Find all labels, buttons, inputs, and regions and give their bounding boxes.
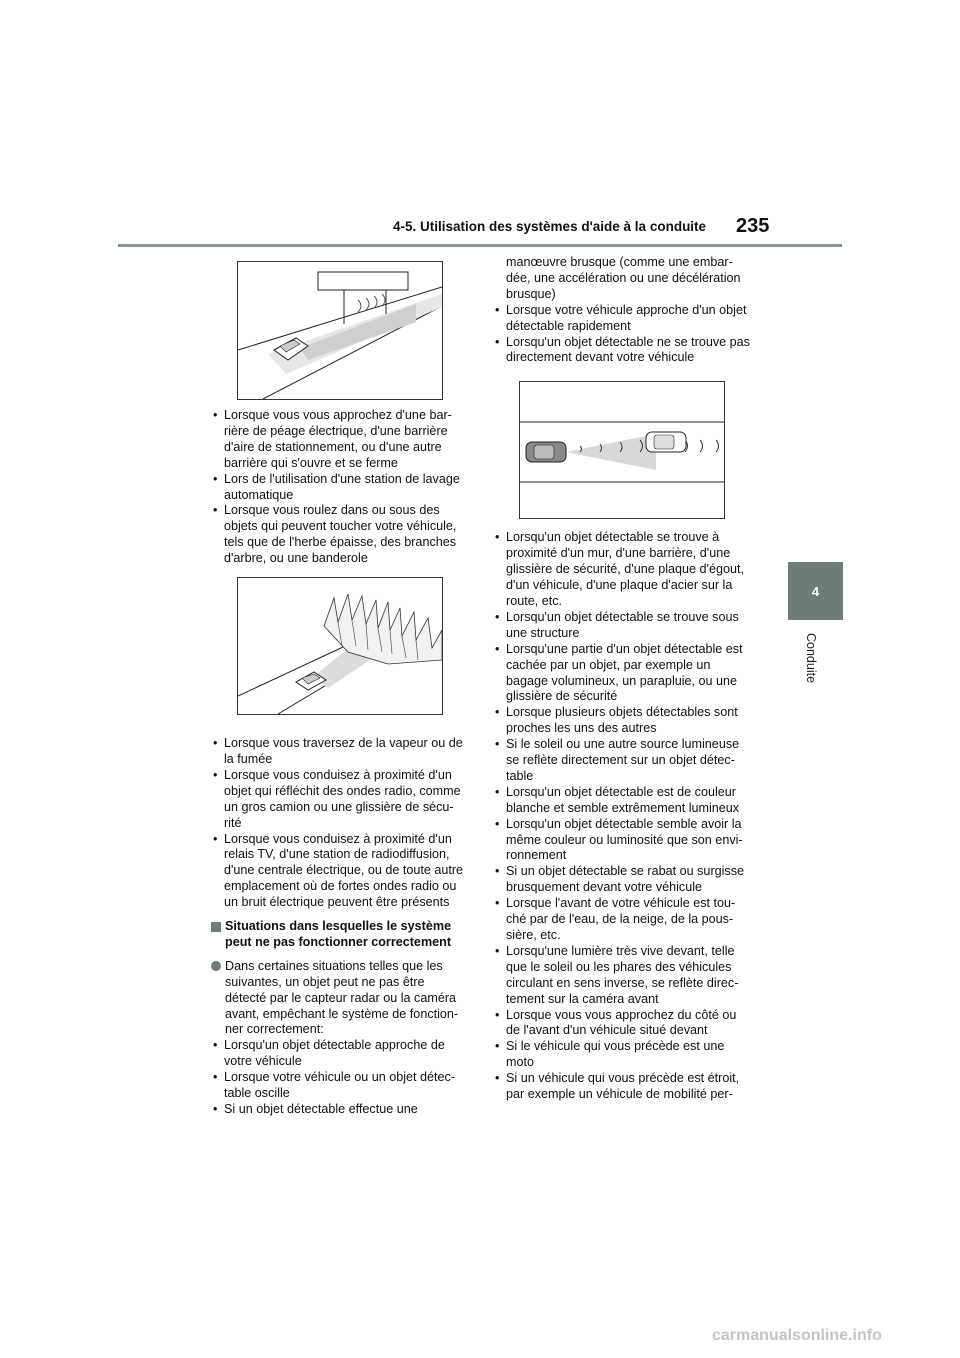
list-bullets-4 bbox=[493, 303, 751, 367]
header-divider bbox=[118, 244, 842, 247]
intro-paragraph: Dans certaines situations telles que les suivantes, un objet peut ne pas être détecté par le capteur radar ou la caméra avant, empêchant le système de fonction-ner correctement: bbox=[211, 959, 469, 1039]
list-item: • Si un objet détectable se rabat ou surgisse brusquement devant votre véhicule bbox=[493, 864, 751, 896]
list-item: • Lorsqu'un objet détectable est de couleur blanche et semble extrêmement lumineux bbox=[493, 785, 751, 817]
square-bullet-icon bbox=[211, 922, 221, 932]
list-item: • Lorsque vous traversez de la vapeur ou de la fumée bbox=[211, 736, 469, 768]
list-bullets-2 bbox=[211, 736, 469, 911]
list-item: • Lorsque vous vous approchez du côté ou de l'avant d'un véhicule situé devant bbox=[493, 1008, 751, 1040]
list-item: • Si un véhicule qui vous précède est étroit, par exemple un véhicule de mobilité per- bbox=[493, 1071, 751, 1103]
circle-bullet-icon bbox=[211, 961, 221, 971]
page-number: 235 bbox=[736, 215, 770, 237]
list-item: • Lorsque vous vous approchez d'une bar-rière de péage électrique, d'une barrière d'aire de stationnement, ou d'une autre barrière qui s'ouvre et se ferme bbox=[211, 408, 469, 472]
chapter-label: Conduite bbox=[804, 633, 818, 684]
list-item: • Lorsqu'une lumière très vive devant, telle que le soleil ou les phares des véhicules circulant en sens inverse, se reflète direc-tement sur la caméra avant bbox=[493, 944, 751, 1008]
list-bullets-3 bbox=[211, 1038, 469, 1118]
list-item: • Lorsque vous conduisez à proximité d'un objet qui réfléchit des ondes radio, comme un gros camion ou une glissière de sécu-rité bbox=[211, 768, 469, 832]
section-title: 4-5. Utilisation des systèmes d'aide à la conduite bbox=[393, 219, 707, 234]
illustration-toll-gate bbox=[237, 261, 443, 400]
list-item: • Lorsque votre véhicule approche d'un objet détectable rapidement bbox=[493, 303, 751, 335]
list-item: • Lorsque vous roulez dans ou sous des objets qui peuvent toucher votre véhicule, tels que de l'herbe épaisse, des branches d'arbre, ou une banderole bbox=[211, 503, 469, 567]
list-item: • Lorsqu'un objet détectable ne se trouve pas directement devant votre véhicule bbox=[493, 335, 751, 367]
list-item: • Lorsqu'un objet détectable se trouve sous une structure bbox=[493, 610, 751, 642]
watermark-link[interactable]: carmanualsonline.info bbox=[712, 1327, 882, 1344]
list-item: • Lorsque plusieurs objets détectables sont proches les uns des autres bbox=[493, 705, 751, 737]
list-bullets-1 bbox=[211, 408, 469, 567]
list-item: • Lorsqu'un objet détectable se trouve à proximité d'un mur, d'une barrière, d'une glissière de sécurité, d'une plaque d'égout, d'un véhicule, d'une plaque d'acier sur la route, etc. bbox=[493, 530, 751, 610]
figure-spacer bbox=[211, 567, 469, 736]
chapter-number: 4 bbox=[811, 583, 820, 599]
list-item: • Lorsqu'un objet détectable semble avoir la même couleur ou luminosité que son envi-ronnement bbox=[493, 817, 751, 865]
list-item: • Si le véhicule qui vous précède est une moto bbox=[493, 1039, 751, 1071]
list-item: • Lorsque l'avant de votre véhicule est tou-ché par de l'eau, de la neige, de la pous-sière, etc. bbox=[493, 896, 751, 944]
list-item: • Lors de l'utilisation d'une station de lavage automatique bbox=[211, 472, 469, 504]
continued-text: manœuvre brusque (comme une embar-dée, une accélération ou une décélération brusque) bbox=[506, 255, 741, 301]
figure-spacer bbox=[493, 366, 751, 530]
list-item: • Lorsqu'une partie d'un objet détectable est cachée par un objet, par exemple un bagage volumineux, un parapluie, ou une glissière de sécurité bbox=[493, 642, 751, 706]
list-item: • Si un objet détectable effectue une bbox=[211, 1102, 469, 1118]
chapter-tab[interactable] bbox=[788, 562, 843, 620]
list-item: • Lorsqu'un objet détectable approche de votre véhicule bbox=[211, 1038, 469, 1070]
list-item: • Lorsque vous conduisez à proximité d'un relais TV, d'une station de radiodiffusion, d'une centrale électrique, ou de toute autre emplacement où de fortes ondes radio ou un bruit électrique peuvent être présents bbox=[211, 832, 469, 912]
list-bullets-5 bbox=[493, 530, 751, 1103]
list-item: • Si le soleil ou une autre source lumineuse se reflète directement sur un objet détec-table bbox=[493, 737, 751, 785]
list-item: • Lorsque votre véhicule ou un objet détec-table oscille bbox=[211, 1070, 469, 1102]
left-column bbox=[211, 408, 469, 1118]
right-column bbox=[493, 255, 751, 1103]
section-heading: Situations dans lesquelles le système peut ne pas fonctionner correctement bbox=[211, 919, 469, 951]
